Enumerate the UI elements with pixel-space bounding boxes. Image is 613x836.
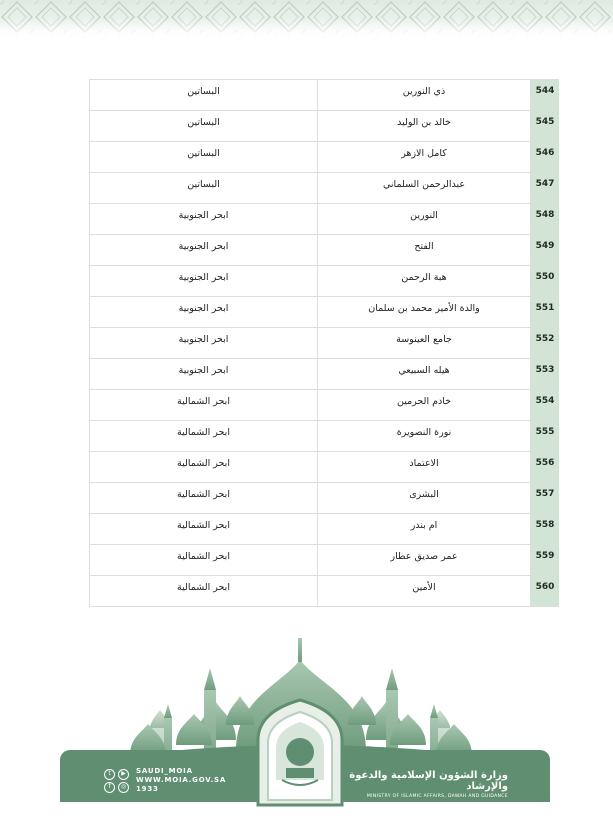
table-row xyxy=(89,545,559,576)
mosque-name-cell: عمر صديق عطار xyxy=(317,545,531,575)
table-row xyxy=(89,328,559,359)
contact-text xyxy=(136,767,226,794)
district-cell: ابحر الجنوبية xyxy=(89,266,317,296)
district-cell: ابحر الشمالية xyxy=(89,576,317,606)
table-row xyxy=(89,142,559,173)
website-url[interactable]: WWW.MOIA.GOV.SA xyxy=(136,776,227,784)
table-row xyxy=(89,390,559,421)
mosque-name-cell: والدة الأمير محمد بن سلمان xyxy=(317,297,531,327)
row-number-cell: 552 xyxy=(531,328,559,358)
row-number-cell: 550 xyxy=(531,266,559,296)
mosque-name-cell: جامع العينوسة xyxy=(317,328,531,358)
mosque-name-cell: ام بندر xyxy=(317,514,531,544)
ministry-name xyxy=(338,770,508,799)
row-number-cell: 553 xyxy=(531,359,559,389)
social-block xyxy=(104,767,226,794)
row-number-cell: 560 xyxy=(531,576,559,606)
table-row xyxy=(89,111,559,142)
mosque-name-cell: نورة النصويرة xyxy=(317,421,531,451)
row-number-cell: 546 xyxy=(531,142,559,172)
row-number-cell: 554 xyxy=(531,390,559,420)
mosque-table xyxy=(89,79,559,607)
mosque-name-cell: النورين xyxy=(317,204,531,234)
mosque-name-cell: خادم الحرمين xyxy=(317,390,531,420)
row-number-cell: 555 xyxy=(531,421,559,451)
phone-number: 1933 xyxy=(136,785,159,793)
geometric-pattern xyxy=(0,0,613,38)
table-row xyxy=(89,483,559,514)
district-cell: البساتين xyxy=(89,173,317,203)
mosque-name-cell: البشرى xyxy=(317,483,531,513)
row-number-cell: 551 xyxy=(531,297,559,327)
row-number-cell: 557 xyxy=(531,483,559,513)
district-cell: ابحر الجنوبية xyxy=(89,359,317,389)
district-cell: ابحر الجنوبية xyxy=(89,297,317,327)
mosque-name-cell: خالد بن الوليد xyxy=(317,111,531,141)
row-number-cell: 547 xyxy=(531,173,559,203)
district-cell: ابحر الشمالية xyxy=(89,421,317,451)
table-row xyxy=(89,359,559,390)
social-handle: SAUDI_MOIA xyxy=(136,767,193,775)
row-number-cell: 548 xyxy=(531,204,559,234)
mosque-skyline-illustration xyxy=(0,630,613,836)
mosque-name-cell: الفتح xyxy=(317,235,531,265)
table-row xyxy=(89,576,559,607)
district-cell: البساتين xyxy=(89,80,317,110)
district-cell: ابحر الجنوبية xyxy=(89,235,317,265)
mosque-name-cell: هيله السبيعي xyxy=(317,359,531,389)
row-number-cell: 556 xyxy=(531,452,559,482)
table-row xyxy=(89,80,559,111)
table-row xyxy=(89,235,559,266)
twitter-icon[interactable]: t xyxy=(104,769,115,780)
table-row xyxy=(89,173,559,204)
district-cell: البساتين xyxy=(89,142,317,172)
table-row xyxy=(89,204,559,235)
youtube-icon[interactable]: ▶ xyxy=(118,769,129,780)
social-icons xyxy=(104,769,130,793)
mosque-name-cell: ذي النورين xyxy=(317,80,531,110)
header-pattern-band xyxy=(0,0,613,38)
ministry-name-english: MINISTRY OF ISLAMIC AFFAIRS, DAWAH AND GUIDANCE xyxy=(366,794,508,799)
district-cell: ابحر الشمالية xyxy=(89,390,317,420)
district-cell: ابحر الجنوبية xyxy=(89,328,317,358)
mosque-name-cell: هبة الرحمن xyxy=(317,266,531,296)
instagram-icon[interactable]: ◎ xyxy=(118,782,129,793)
district-cell: ابحر الشمالية xyxy=(89,483,317,513)
row-number-cell: 549 xyxy=(531,235,559,265)
mosque-name-cell: عبدالرحمن السلماني xyxy=(317,173,531,203)
row-number-cell: 544 xyxy=(531,80,559,110)
table-row xyxy=(89,266,559,297)
mosque-name-cell: كامل الازهر xyxy=(317,142,531,172)
district-cell: ابحر الجنوبية xyxy=(89,204,317,234)
district-cell: البساتين xyxy=(89,111,317,141)
table-row xyxy=(89,297,559,328)
ministry-name-arabic: وزارة الشؤون الإسلامية والدعوة والإرشاد xyxy=(349,770,508,792)
row-number-cell: 545 xyxy=(531,111,559,141)
table-row xyxy=(89,452,559,483)
district-cell: ابحر الشمالية xyxy=(89,545,317,575)
row-number-cell: 559 xyxy=(531,545,559,575)
footer-banner xyxy=(0,630,613,836)
district-cell: ابحر الشمالية xyxy=(89,514,317,544)
table-row xyxy=(89,421,559,452)
district-cell: ابحر الشمالية xyxy=(89,452,317,482)
facebook-icon[interactable]: f xyxy=(104,782,115,793)
row-number-cell: 558 xyxy=(531,514,559,544)
mosque-name-cell: الأمين xyxy=(317,576,531,606)
table-row xyxy=(89,514,559,545)
mosque-name-cell: الاعتماد xyxy=(317,452,531,482)
